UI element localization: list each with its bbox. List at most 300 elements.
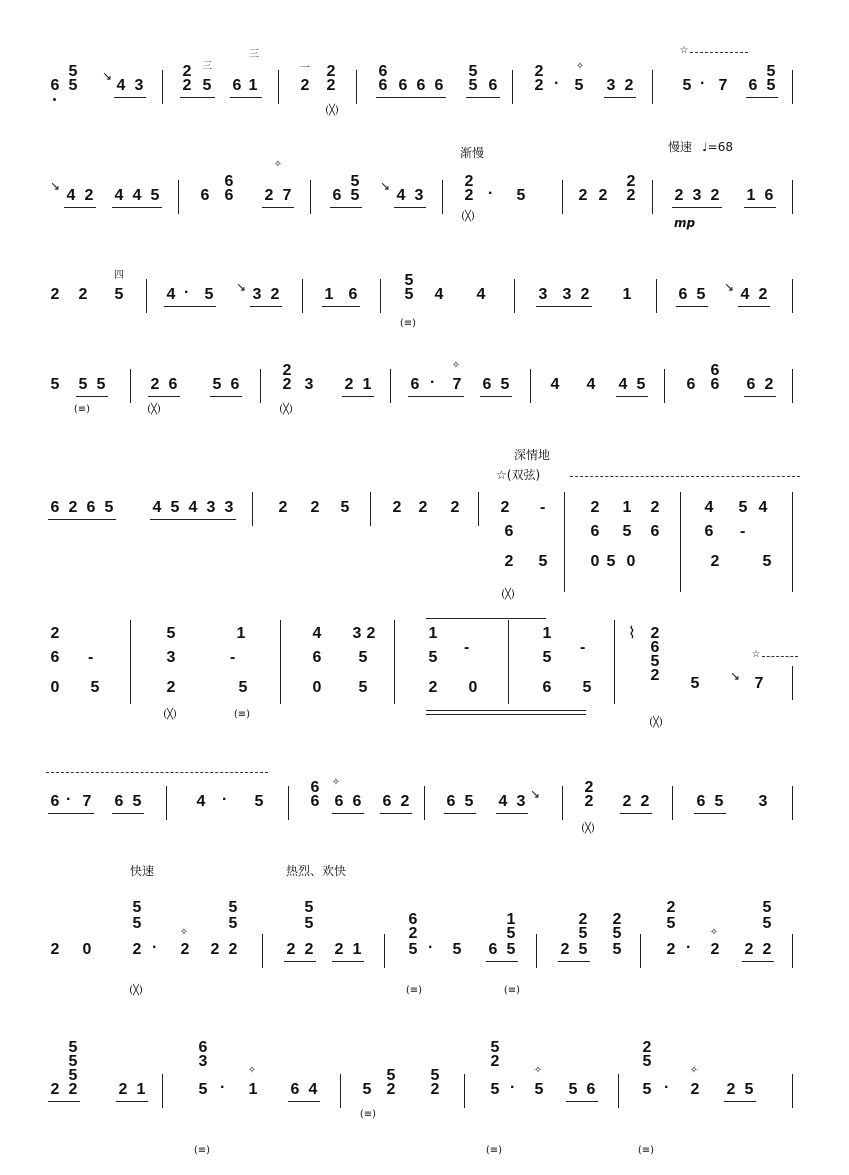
- note: 5: [542, 649, 552, 666]
- barline: [166, 786, 167, 820]
- dashed-extension: [46, 772, 268, 773]
- note: 2: [710, 187, 720, 204]
- beam: [164, 306, 216, 307]
- dot-extension: ·: [700, 75, 706, 92]
- beam: [210, 396, 242, 397]
- note: 5: [304, 899, 314, 916]
- harmonic-mark: ✧: [273, 159, 283, 170]
- note: 6: [748, 77, 758, 94]
- beam: [558, 961, 590, 962]
- beam: [148, 396, 180, 397]
- harmonic-mark: ✧: [575, 61, 585, 72]
- note: 2: [584, 793, 594, 810]
- barline: [162, 70, 163, 104]
- note: 6: [482, 376, 492, 393]
- dashed-extension: [570, 476, 800, 477]
- barline: [424, 786, 425, 820]
- cross-mark: (╳): [129, 985, 143, 996]
- note: 6: [446, 793, 456, 810]
- cross-mark: (╳): [279, 404, 293, 415]
- note: 6: [334, 793, 344, 810]
- note: 2: [674, 187, 684, 204]
- dot-extension: ·: [220, 1079, 226, 1096]
- note: 5: [170, 499, 180, 516]
- note: 1: [622, 499, 632, 516]
- note: 3: [224, 499, 234, 516]
- note: 5: [78, 376, 88, 393]
- slide-arrow: ↘: [236, 280, 247, 294]
- note: 5: [340, 499, 350, 516]
- note: 2: [640, 793, 650, 810]
- note: 2: [418, 499, 428, 516]
- note: 3: [606, 77, 616, 94]
- note: 3: [414, 187, 424, 204]
- dot-extension: ·: [184, 284, 190, 301]
- note: 2: [690, 1081, 700, 1098]
- note: 4: [308, 1081, 318, 1098]
- note: 5: [404, 272, 414, 289]
- system-2: [40, 140, 810, 240]
- note: 2: [50, 1081, 60, 1098]
- beam: [114, 97, 146, 98]
- barline: [146, 279, 147, 313]
- note: 6: [50, 649, 60, 666]
- note: 4: [550, 376, 560, 393]
- slide-arrow: ↘: [724, 280, 735, 294]
- beam: [694, 813, 726, 814]
- note: 2: [598, 187, 608, 204]
- note: 5: [762, 899, 772, 916]
- barline: [792, 1074, 793, 1108]
- dot-extension: ·: [222, 791, 228, 808]
- beam: [480, 396, 512, 397]
- note: 6: [696, 793, 706, 810]
- note: 2: [650, 499, 660, 516]
- barline: [442, 180, 443, 214]
- barline: [792, 70, 793, 104]
- note: 2: [590, 499, 600, 516]
- beam: [76, 396, 108, 397]
- note: 4: [758, 499, 768, 516]
- note: 6: [352, 793, 362, 810]
- note: 1: [136, 1081, 146, 1098]
- note: 6: [650, 639, 660, 656]
- note: 2: [580, 286, 590, 303]
- note: 5: [538, 553, 548, 570]
- note: 6: [704, 523, 714, 540]
- beam: [322, 306, 360, 307]
- note: 5: [574, 77, 584, 94]
- note: 2: [624, 77, 634, 94]
- crescendo-line: [426, 714, 586, 715]
- note: 5: [166, 625, 176, 642]
- beam: [112, 813, 144, 814]
- note: 2: [182, 63, 192, 80]
- note: 2: [626, 187, 636, 204]
- dot-extension: ·: [686, 939, 692, 956]
- note: 2: [764, 376, 774, 393]
- tremolo-mark: (≡): [399, 318, 417, 329]
- note: 7: [282, 187, 292, 204]
- beam: [738, 306, 770, 307]
- note: 7: [754, 675, 764, 692]
- note: 2: [334, 941, 344, 958]
- barline: [178, 180, 179, 214]
- note: 6: [686, 376, 696, 393]
- note: 2: [68, 499, 78, 516]
- note: 5: [714, 793, 724, 810]
- note: 4: [396, 187, 406, 204]
- slide-arrow: ↘: [50, 179, 61, 193]
- dash: -: [540, 499, 546, 516]
- note: 5: [642, 1053, 652, 1070]
- note: 2: [666, 941, 676, 958]
- note: 6: [310, 793, 320, 810]
- note: 5: [150, 187, 160, 204]
- note: 5: [362, 1081, 372, 1098]
- note: 2: [68, 1081, 78, 1098]
- note: 4: [114, 187, 124, 204]
- beam: [48, 519, 116, 520]
- note: 2: [282, 376, 292, 393]
- harmonic-mark: ✧: [709, 927, 719, 938]
- note: 2: [264, 187, 274, 204]
- note: 6: [230, 376, 240, 393]
- note: 6: [650, 523, 660, 540]
- note: 1: [746, 187, 756, 204]
- note: 2: [504, 553, 514, 570]
- note: 1: [506, 911, 516, 928]
- note: 2: [300, 77, 310, 94]
- star-mark: ☆: [751, 649, 761, 660]
- note: 2: [578, 911, 588, 928]
- slow-tempo: 慢速: [668, 140, 693, 154]
- note: 6: [224, 187, 234, 204]
- dot-extension: ·: [428, 939, 434, 956]
- note: 5: [666, 915, 676, 932]
- beam: [486, 961, 518, 962]
- note: 2: [710, 553, 720, 570]
- barline: [792, 492, 793, 592]
- note: 2: [210, 941, 220, 958]
- barline: [640, 934, 641, 968]
- beam: [48, 1101, 80, 1102]
- barline: [792, 786, 793, 820]
- note: 4: [586, 376, 596, 393]
- note: 2: [744, 941, 754, 958]
- barline: [302, 279, 303, 313]
- tie-line: [426, 618, 546, 619]
- affectionate-mark: 深情地: [514, 448, 551, 462]
- note: 2: [310, 499, 320, 516]
- barline: [536, 934, 537, 968]
- note: 2: [758, 286, 768, 303]
- note: 5: [506, 941, 516, 958]
- barline: [288, 786, 289, 820]
- beam: [604, 97, 636, 98]
- note: 0: [590, 553, 600, 570]
- note: 1: [362, 376, 372, 393]
- note: 6: [198, 1039, 208, 1056]
- note: 4: [476, 286, 486, 303]
- note: 5: [132, 915, 142, 932]
- barline: [792, 279, 793, 313]
- beam: [566, 1101, 598, 1102]
- note: 6: [232, 77, 242, 94]
- note: 5: [202, 77, 212, 94]
- finger-mark: 四: [114, 270, 124, 281]
- note: 5: [534, 1081, 544, 1098]
- dot-extension: ·: [152, 939, 158, 956]
- harmonic-mark: ✧: [331, 777, 341, 788]
- note: 6: [86, 499, 96, 516]
- barline: [380, 279, 381, 313]
- note: 2: [464, 173, 474, 190]
- note: 5: [68, 1067, 78, 1084]
- tremolo-mark: (≡): [503, 985, 521, 996]
- note: 4: [196, 793, 206, 810]
- barline: [130, 620, 131, 704]
- note: 5: [612, 941, 622, 958]
- note: 7: [452, 376, 462, 393]
- note: 2: [182, 77, 192, 94]
- beam: [496, 813, 528, 814]
- beam: [64, 207, 96, 208]
- note: 5: [96, 376, 106, 393]
- note: 2: [366, 625, 376, 642]
- barline: [652, 70, 653, 104]
- barline: [394, 620, 395, 704]
- beam: [112, 207, 162, 208]
- note: 6: [488, 941, 498, 958]
- barline: [680, 492, 681, 592]
- note: 5: [408, 941, 418, 958]
- note: 4: [188, 499, 198, 516]
- note: 1: [236, 625, 246, 642]
- beam: [230, 97, 262, 98]
- note: 5: [766, 63, 776, 80]
- note: 6: [586, 1081, 596, 1098]
- system-8: [40, 860, 810, 1020]
- note: 5: [516, 187, 526, 204]
- note: 2: [762, 941, 772, 958]
- beam: [620, 813, 652, 814]
- beam: [250, 306, 282, 307]
- note: 2: [50, 286, 60, 303]
- tempo-slowing: 渐慢: [460, 146, 485, 160]
- barline: [792, 666, 793, 700]
- system-7: [40, 760, 810, 850]
- note: 0: [50, 679, 60, 696]
- barline: [512, 70, 513, 104]
- note: 2: [560, 941, 570, 958]
- note: 3: [166, 649, 176, 666]
- dot-extension: ·: [554, 75, 560, 92]
- note: 2: [726, 1081, 736, 1098]
- slide-arrow: ↘: [530, 787, 541, 801]
- note: 5: [68, 77, 78, 94]
- note: 5: [606, 553, 616, 570]
- slide-arrow: ↘: [730, 669, 741, 683]
- barline: [652, 180, 653, 214]
- note: 5: [762, 553, 772, 570]
- barline: [562, 180, 563, 214]
- note: 5: [304, 915, 314, 932]
- cross-mark: (╳): [147, 404, 161, 415]
- note: 2: [450, 499, 460, 516]
- note: 3: [562, 286, 572, 303]
- note: 7: [718, 77, 728, 94]
- tremolo-mark: (≡): [233, 709, 251, 720]
- note: 2: [626, 173, 636, 190]
- note: 2: [500, 499, 510, 516]
- system-3: [40, 255, 810, 345]
- barline: [618, 1074, 619, 1108]
- tremolo-mark: (≡): [193, 1145, 211, 1156]
- note: 1: [622, 286, 632, 303]
- note: 1: [248, 77, 258, 94]
- note: 4: [152, 499, 162, 516]
- barline: [340, 1074, 341, 1108]
- dash: -: [88, 649, 94, 666]
- system-9: [40, 1020, 810, 1170]
- beam: [180, 97, 215, 98]
- note: 5: [350, 187, 360, 204]
- note: 5: [386, 1067, 396, 1084]
- note: 6: [200, 187, 210, 204]
- barline: [390, 369, 391, 403]
- beam: [724, 1101, 756, 1102]
- note: 5: [682, 77, 692, 94]
- note: 6: [224, 173, 234, 190]
- low-dot: [53, 98, 56, 101]
- note: 3: [516, 793, 526, 810]
- tremolo-mark: (≡): [485, 1145, 503, 1156]
- finger-mark: 一: [300, 63, 310, 74]
- dynamic-mark: mp: [674, 216, 696, 230]
- dot-extension: ·: [664, 1079, 670, 1096]
- note: 6: [290, 1081, 300, 1098]
- note: 4: [434, 286, 444, 303]
- note: 5: [690, 675, 700, 692]
- barline: [564, 492, 565, 592]
- note: 2: [612, 911, 622, 928]
- note: 4: [166, 286, 176, 303]
- note: 2: [578, 187, 588, 204]
- dot-extension: ·: [510, 1079, 516, 1096]
- note: 2: [50, 941, 60, 958]
- note: 5: [404, 286, 414, 303]
- note: 2: [166, 679, 176, 696]
- note: 5: [468, 63, 478, 80]
- note: 6: [50, 499, 60, 516]
- note: 3: [352, 625, 362, 642]
- note: 5: [500, 376, 510, 393]
- note: 6: [710, 376, 720, 393]
- slide-arrow: ↘: [380, 179, 391, 193]
- system-1: [40, 40, 810, 130]
- barline: [672, 786, 673, 820]
- note: 2: [132, 941, 142, 958]
- beam: [394, 207, 426, 208]
- beam: [116, 1101, 148, 1102]
- note: 5: [350, 173, 360, 190]
- note: 6: [504, 523, 514, 540]
- note: 6: [382, 793, 392, 810]
- note: 5: [762, 915, 772, 932]
- note: 5: [636, 376, 646, 393]
- note: 6: [746, 376, 756, 393]
- cross-mark: (╳): [325, 105, 339, 116]
- note: 5: [254, 793, 264, 810]
- note: 6: [378, 63, 388, 80]
- note: 6: [378, 77, 388, 94]
- beam: [380, 813, 412, 814]
- barline: [370, 492, 371, 526]
- note: 2: [710, 941, 720, 958]
- note: 5: [104, 499, 114, 516]
- note: 5: [68, 1039, 78, 1056]
- note: 5: [68, 1053, 78, 1070]
- note: 6: [50, 77, 60, 94]
- note: 2: [428, 679, 438, 696]
- barline: [478, 492, 479, 526]
- note: 2: [386, 1081, 396, 1098]
- note: 5: [238, 679, 248, 696]
- barline: [162, 1074, 163, 1108]
- barline: [356, 70, 357, 104]
- note: 2: [408, 925, 418, 942]
- note: 2: [344, 376, 354, 393]
- harmonic-mark: ✧: [689, 1065, 699, 1076]
- note: 3: [304, 376, 314, 393]
- note: 5: [468, 77, 478, 94]
- barline: [262, 934, 263, 968]
- cross-mark: (╳): [649, 717, 663, 728]
- note: 1: [352, 941, 362, 958]
- note: 6: [332, 187, 342, 204]
- note: 5: [430, 1067, 440, 1084]
- note: 2: [534, 63, 544, 80]
- note: 2: [666, 899, 676, 916]
- beam: [744, 396, 776, 397]
- note: 5: [738, 499, 748, 516]
- note: 2: [118, 1081, 128, 1098]
- tremolo-mark: (≡): [73, 404, 91, 415]
- note: 2: [650, 667, 660, 684]
- note: 2: [150, 376, 160, 393]
- beam: [746, 97, 778, 98]
- note: 6: [416, 77, 426, 94]
- note: 5: [490, 1039, 500, 1056]
- system-5: [40, 440, 810, 610]
- note: 6: [542, 679, 552, 696]
- cross-mark: (╳): [501, 589, 515, 600]
- warm-joyful-mark: 热烈、欢快: [286, 864, 347, 878]
- barline: [280, 620, 281, 704]
- barline: [562, 786, 563, 820]
- harmonic-mark: ✧: [179, 927, 189, 938]
- arpeggio-mark: ⌇: [628, 623, 636, 642]
- barline: [792, 934, 793, 968]
- note: 2: [464, 187, 474, 204]
- barline: [464, 1074, 465, 1108]
- harmonic-mark: ✧: [533, 1065, 543, 1076]
- beam: [288, 1101, 320, 1102]
- note: 2: [50, 625, 60, 642]
- note: 5: [612, 925, 622, 942]
- dot-extension: ·: [66, 791, 72, 808]
